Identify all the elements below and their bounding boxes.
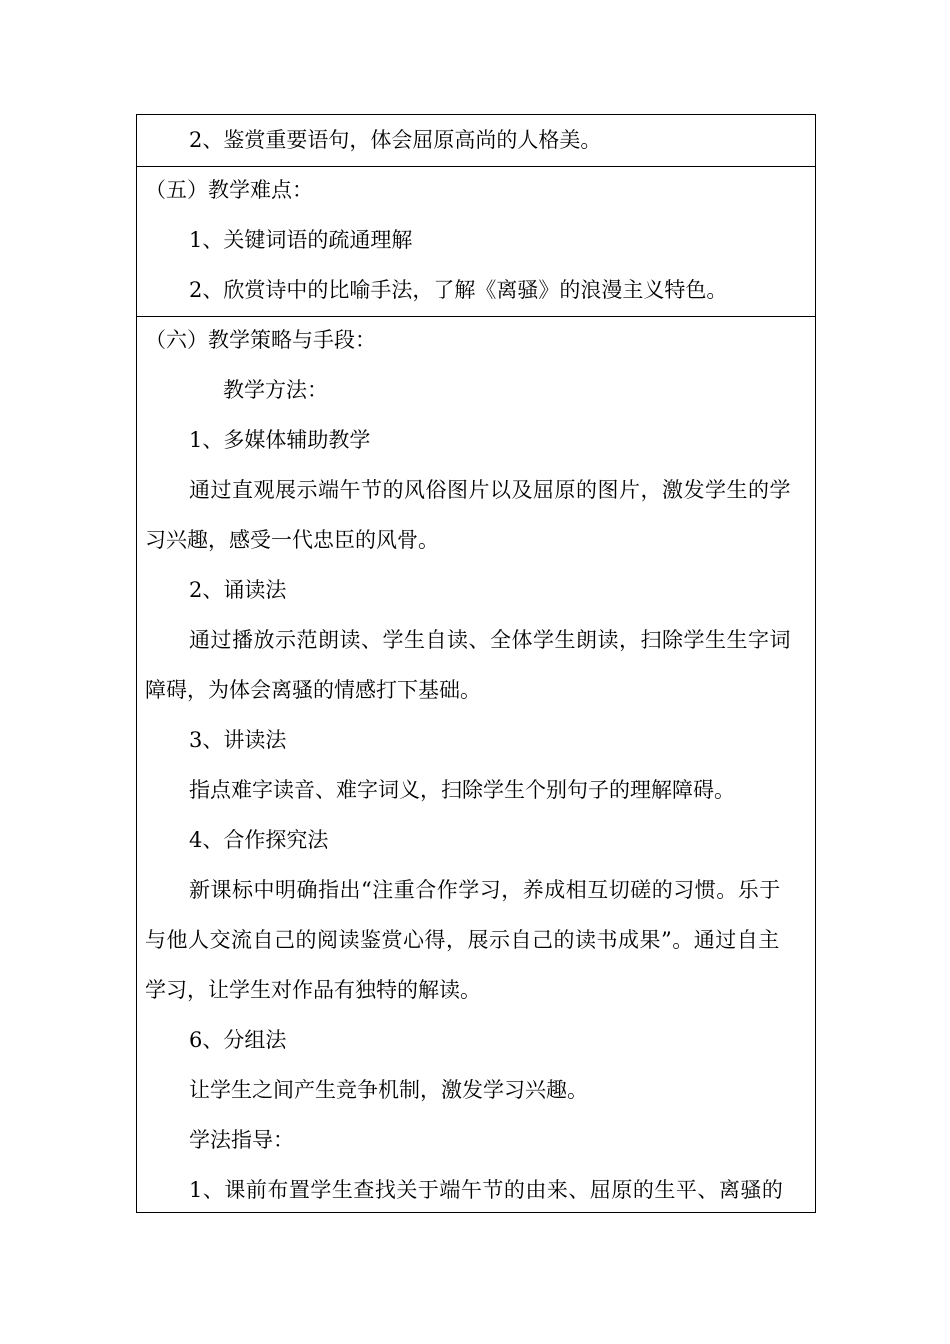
list-item: 4、合作探究法	[189, 828, 329, 852]
subheading: 学法指导：	[189, 1128, 294, 1152]
table-row	[137, 167, 815, 317]
list-item: 2、欣赏诗中的比喻手法，了解《离骚》的浪漫主义特色。	[189, 278, 728, 302]
list-item: 1、关键词语的疏通理解	[189, 228, 413, 252]
body-text: 与他人交流自己的阅读鉴赏心得，展示自己的读书成果”。通过自主	[145, 928, 780, 952]
section-heading: （五）教学难点：	[145, 178, 313, 202]
list-item: 3、讲读法	[189, 728, 287, 752]
list-item: 6、分组法	[189, 1028, 287, 1052]
body-text: 习兴趣，感受一代忠臣的风骨。	[145, 528, 439, 552]
section-heading: （六）教学策略与手段：	[145, 328, 376, 352]
body-text: 障碍，为体会离骚的情感打下基础。	[145, 678, 481, 702]
body-text: 新课标中明确指出“注重合作学习，养成相互切磋的习惯。乐于	[189, 878, 781, 902]
lesson-plan-table	[136, 114, 816, 1213]
table-row	[137, 317, 815, 1212]
body-text: 1、课前布置学生查找关于端午节的由来、屈原的生平、离骚的	[189, 1178, 784, 1202]
list-item: 2、诵读法	[189, 578, 287, 602]
body-text: 让学生之间产生竞争机制，激发学习兴趣。	[189, 1078, 588, 1102]
subheading: 教学方法：	[223, 378, 328, 402]
body-text: 学习，让学生对作品有独特的解读。	[145, 978, 481, 1002]
body-text: 指点难字读音、难字词义，扫除学生个别句子的理解障碍。	[189, 778, 735, 802]
body-text: 通过直观展示端午节的风俗图片以及屈原的图片，激发学生的学	[189, 478, 791, 502]
body-text: 通过播放示范朗读、学生自读、全体学生朗读，扫除学生生字词	[189, 628, 791, 652]
list-item: 1、多媒体辅助教学	[189, 428, 371, 452]
body-text: 2、鉴赏重要语句，体会屈原高尚的人格美。	[189, 128, 602, 152]
table-row	[137, 115, 815, 167]
